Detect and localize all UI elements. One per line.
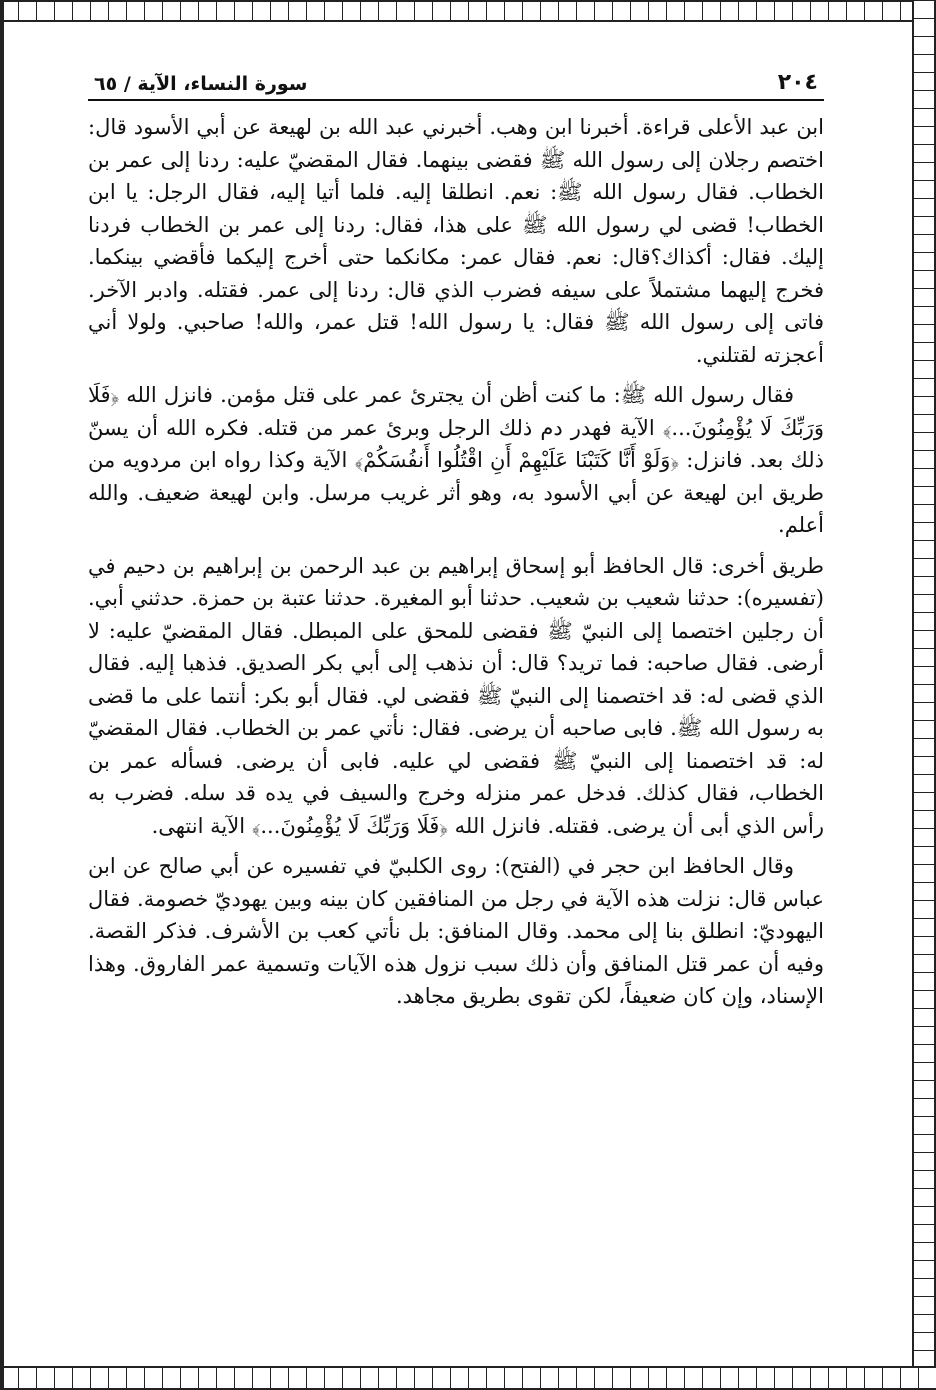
paragraph-4: وقال الحافظ ابن حجر في (الفتح): روى الكلبيّ في تفسيره عن أبي صالح عن ابن عباس قال: نزلت هذه الآية في رجل من المنافقين كان بينه وبين يهوديّ خصومة. فقال اليهوديّ: انطلق بنا إلى محمد. وقال المنافق: بل نأتي كعب بن الأشرف. فذكر القصة. وفيه أن عمر قتل المنافق وأن ذلك سبب نزول هذه الآيات وتسمية عمر الفاروق. وهذا الإسناد، وإن كان ضعيفاً، لكن تقوى بطريق مجاهد. bbox=[88, 854, 824, 1008]
page-header bbox=[88, 70, 824, 99]
paragraph-3: طريق أخرى: قال الحافظ أبو إسحاق إبراهيم بن عبد الرحمن بن إبراهيم بن دحيم في (تفسيره): حدثنا شعيب بن شعيب. حدثنا أبو المغيرة. حدثنا عتبة بن حمزة. حدثني أبي. أن رجلين اختصما إلى النبيّ ﷺ فقضى للمحق على المبطل. فقال المقضيّ عليه: لا أرضى. فقال صاحبه: فما تريد؟ قال: أن نذهب إلى أبي بكر الصديق. فذهبا إليه. فقال الذي قضى له: قد اختصمنا إلى النبيّ ﷺ فقضى لي. فقال أبو بكر: أنتما على ما قضى به رسول الله ﷺ. فابى صاحبه أن يرضى. فقال: نأتي عمر بن الخطاب. فقال المقضيّ له: قد اختصمنا إلى النبيّ ﷺ فقضى لي عليه. فابى أن يرضى. فسأله عمر بن الخطاب، فقال كذلك. فدخل عمر منزله وخرج والسيف في يده قد سله. فضرب به رأس الذي أبى أن يرضى. فقتله. فانزل الله ﴿فَلَا وَرَبِّكَ لَا يُؤْمِنُونَ...﴾ الآية انتهى. bbox=[88, 553, 824, 838]
header-rule bbox=[88, 99, 824, 101]
page-number: ٢٠٤ bbox=[777, 70, 818, 95]
top-ornamental-border bbox=[0, 0, 936, 22]
right-ornamental-border bbox=[912, 0, 936, 1390]
paragraph-2: فقال رسول الله ﷺ: ما كنت أظن أن يجترئ عمر على قتل مؤمن. فانزل الله ﴿فَلَا وَرَبِّكَ لَا يُؤْمِنُونَ...﴾ الآية فهدر دم ذلك الرجل وبرئ عمر من قتله. فكره الله أن يسنّ ذلك بعد. فانزل: ﴿وَلَوْ أَنَّا كَتَبْنَا عَلَيْهِمْ أَنِ اقْتُلُوا أَنفُسَكُمْ﴾ الآية وكذا رواه ابن مردويه من طريق ابن لهيعة عن أبي الأسود به، وهو أثر غريب مرسل. وابن لهيعة ضعيف. والله أعلم. bbox=[88, 383, 824, 537]
paragraph-1: ابن عبد الأعلى قراءة. أخبرنا ابن وهب. أخبرني عبد الله بن لهيعة عن أبي الأسود قال: اختصم رجلان إلى رسول الله ﷺ فقضى بينهما. فقال المقضيّ عليه: ردنا إلى عمر بن الخطاب. فقال رسول الله ﷺ: نعم. انطلقا إليه. فلما أتيا إليه، فقال الرجل: يا ابن الخطاب! قضى لي رسول الله ﷺ على هذا، فقال: ردنا إلى عمر بن الخطاب فردنا إليك. فقال: أكذاك؟قال: نعم. فقال عمر: مكانكما حتى أخرج إليكما فأقضي بينكما. فخرج إليهما مشتملاً على سيفه فضرب الذي قال: ردنا إلى عمر. فقتله. وادبر الآخر. فاتى إلى رسول الله ﷺ فقال: يا رسول الله! قتل عمر، والله! صاحبي. ولولا أني أعجزته لقتلني. bbox=[88, 115, 824, 367]
left-edge-border bbox=[0, 0, 4, 1390]
bottom-ornamental-border bbox=[0, 1366, 936, 1390]
running-title: سورة النساء، الآية / ٦٥ bbox=[94, 73, 308, 95]
book-page bbox=[88, 70, 824, 1330]
